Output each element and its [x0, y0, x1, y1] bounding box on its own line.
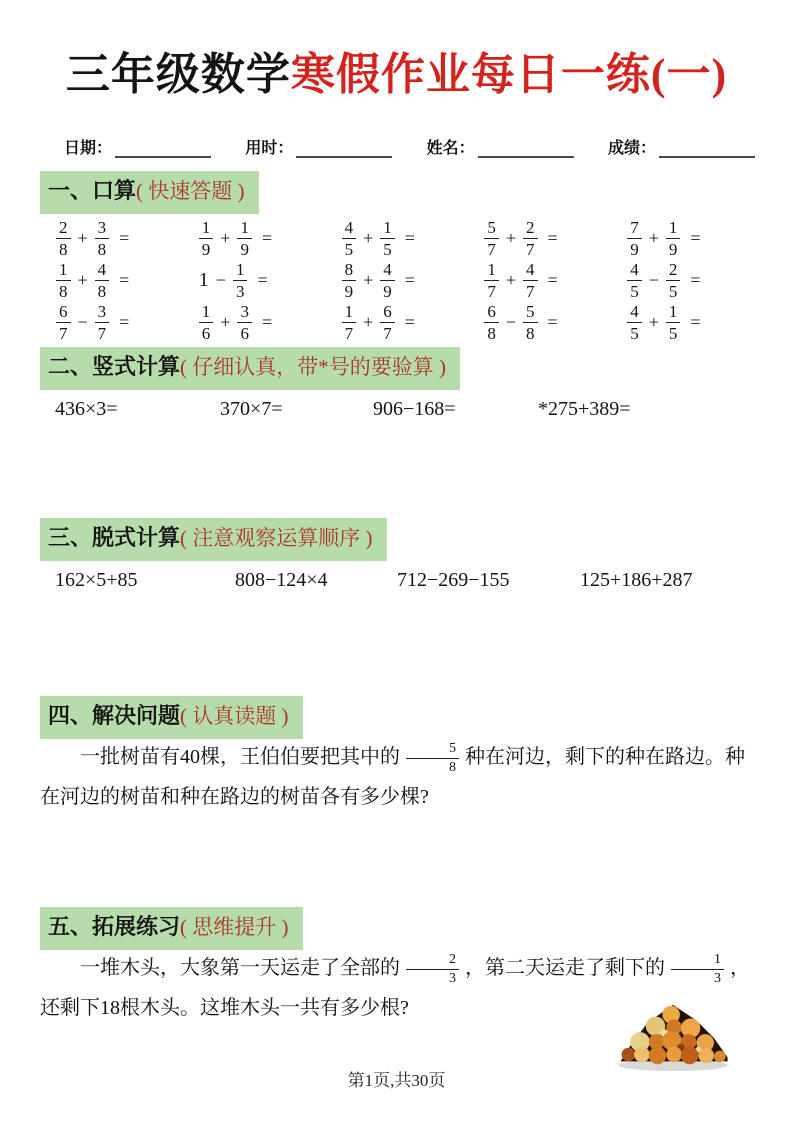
section-4-header: [40, 696, 303, 739]
fraction: $\frac{1}{7}$: [484, 261, 499, 300]
section-5-hint: ( 思维提升 ): [180, 915, 289, 939]
page-number: 第1页,共30页: [347, 1071, 446, 1090]
fraction: $\frac{2}{5}$: [666, 261, 681, 300]
fraction: $\frac{1}{9}$: [199, 219, 214, 258]
field-score-blank: [659, 138, 755, 158]
inline-fraction: $\frac{5}{8}$: [406, 742, 459, 775]
stepwise-problem-4: 125+186+287: [580, 569, 693, 591]
fraction: $\frac{4}{5}$: [627, 303, 642, 342]
oral-problem-r2c5: $\frac{4}{5}$ − $\frac{2}{5}$ =: [615, 259, 758, 301]
fraction: $\frac{5}{8}$: [523, 303, 538, 342]
fraction: $\frac{3}{8}$: [95, 219, 110, 258]
fraction: $\frac{6}{8}$: [484, 303, 499, 342]
problem-text: ，第二天运走了剩下的: [465, 957, 665, 979]
fraction: $\frac{4}{9}$: [380, 261, 395, 300]
field-time-used-blank: [296, 138, 392, 158]
fraction: $\frac{5}{7}$: [484, 219, 499, 258]
field-name-label: 姓名：: [426, 140, 475, 157]
section-2-title: 二、竖式计算: [48, 354, 181, 379]
oral-problem-r3c2: $\frac{1}{6}$ + $\frac{3}{6}$ =: [187, 301, 330, 343]
section-1-title: 一、口算: [48, 178, 137, 203]
fraction: $\frac{1}{6}$: [199, 303, 214, 342]
section-2-header: [40, 347, 460, 390]
oral-problem-r2c3: $\frac{8}{9}$ + $\frac{4}{9}$ =: [330, 259, 473, 301]
oral-problem-r1c4: $\frac{5}{7}$ + $\frac{2}{7}$ =: [472, 217, 615, 259]
section-3-header: [40, 518, 387, 561]
oral-problem-r1c2: $\frac{1}{9}$ + $\frac{1}{9}$ =: [187, 217, 330, 259]
vertical-problem-4: *275+389=: [538, 398, 631, 420]
oral-problem-r1c1: $\frac{2}{8}$ + $\frac{3}{8}$ =: [44, 217, 187, 259]
field-score: [608, 135, 755, 158]
stepwise-problem-3: 712−269−155: [397, 569, 510, 591]
vertical-problem-1: 436×3=: [55, 398, 118, 420]
title-series: 寒假作业每日一练(一): [290, 50, 728, 99]
section-4-title: 四、解决问题: [48, 703, 181, 728]
field-date: [64, 135, 211, 158]
field-time-used-label: 用时：: [245, 140, 294, 157]
inline-fraction: $\frac{1}{3}$: [671, 953, 724, 986]
fraction: $\frac{6}{7}$: [56, 303, 71, 342]
oral-grid: [44, 217, 758, 343]
fraction: $\frac{1}{3}$: [233, 261, 248, 300]
oral-problem-r1c5: $\frac{7}{9}$ + $\frac{1}{9}$ =: [615, 217, 758, 259]
fraction: $\frac{3}{7}$: [95, 303, 110, 342]
oral-problem-r2c4: $\frac{1}{7}$ + $\frac{4}{7}$ =: [472, 259, 615, 301]
fraction: $\frac{1}{7}$: [342, 303, 357, 342]
fraction: $\frac{4}{5}$: [342, 219, 357, 258]
field-name: [427, 135, 574, 158]
field-date-label: 日期：: [64, 140, 113, 157]
section-5-header: [40, 907, 303, 950]
oral-problem-r3c3: $\frac{1}{7}$ + $\frac{6}{7}$ =: [330, 301, 473, 343]
field-date-blank: [115, 138, 211, 158]
problem-text: 种在河边，剩下的种在路边。种在河边的树苗和种在路边的树苗各有多少棵?: [40, 746, 745, 808]
inline-fraction: $\frac{2}{3}$: [406, 953, 459, 986]
problem-text: ，还剩下18根木头。这堆木头一共有多少根?: [40, 957, 750, 1019]
student-info-row: [64, 135, 755, 158]
fraction: $\frac{1}{5}$: [666, 303, 681, 342]
section-1-hint: ( 快速答题 ): [136, 179, 245, 203]
fraction: $\frac{2}{8}$: [56, 219, 71, 258]
word-problem-4: [40, 737, 757, 817]
fraction: $\frac{7}{9}$: [627, 219, 642, 258]
fraction: $\frac{4}{5}$: [627, 261, 642, 300]
section-1-header: [40, 171, 259, 214]
oral-problem-r1c3: $\frac{4}{5}$ + $\frac{1}{5}$ =: [330, 217, 473, 259]
title-grade-subject: 三年级数学: [65, 50, 291, 99]
oral-problem-r3c1: $\frac{6}{7}$ − $\frac{3}{7}$ =: [44, 301, 187, 343]
fraction: $\frac{2}{7}$: [523, 219, 538, 258]
stepwise-problem-2: 808−124×4: [235, 569, 328, 591]
oral-problem-r3c5: $\frac{4}{5}$ + $\frac{1}{5}$ =: [615, 301, 758, 343]
field-time-used: [245, 135, 392, 158]
fraction: $\frac{3}{6}$: [237, 303, 252, 342]
stepwise-problems-row: [55, 569, 693, 592]
vertical-problems-row: [55, 398, 631, 421]
section-4-hint: ( 认真读题 ): [180, 704, 289, 728]
oral-problem-r2c2: 1 − $\frac{1}{3}$ =: [198, 259, 268, 301]
problem-text: 一批树苗有40棵，王伯伯要把其中的: [80, 746, 400, 768]
field-score-label: 成绩：: [607, 140, 656, 157]
oral-problem-r2c1: $\frac{1}{8}$ + $\frac{4}{8}$ =: [44, 259, 187, 301]
fraction: $\frac{1}{8}$: [56, 261, 71, 300]
fraction: $\frac{1}{5}$: [380, 219, 395, 258]
stepwise-problem-1: 162×5+85: [55, 569, 138, 591]
problem-text: 一堆木头，大象第一天运走了全部的: [80, 957, 400, 979]
section-2-hint: ( 仔细认真，带*号的要验算 ): [180, 355, 447, 379]
fraction: $\frac{8}{9}$: [342, 261, 357, 300]
fraction: $\frac{4}{7}$: [523, 261, 538, 300]
section-5-title: 五、拓展练习: [48, 914, 181, 939]
log-pile-illustration: [612, 1001, 740, 1073]
section-3-hint: ( 注意观察运算顺序 ): [180, 526, 373, 550]
fraction: $\frac{1}{9}$: [666, 219, 681, 258]
field-name-blank: [478, 138, 574, 158]
fraction: $\frac{1}{9}$: [237, 219, 252, 258]
fraction: $\frac{4}{8}$: [95, 261, 110, 300]
section-3-title: 三、脱式计算: [48, 525, 181, 550]
vertical-problem-3: 906−168=: [373, 398, 456, 420]
oral-problem-r3c4: $\frac{6}{8}$ − $\frac{5}{8}$ =: [472, 301, 615, 343]
page-title: [0, 38, 793, 102]
fraction: $\frac{6}{7}$: [380, 303, 395, 342]
vertical-problem-2: 370×7=: [220, 398, 283, 420]
